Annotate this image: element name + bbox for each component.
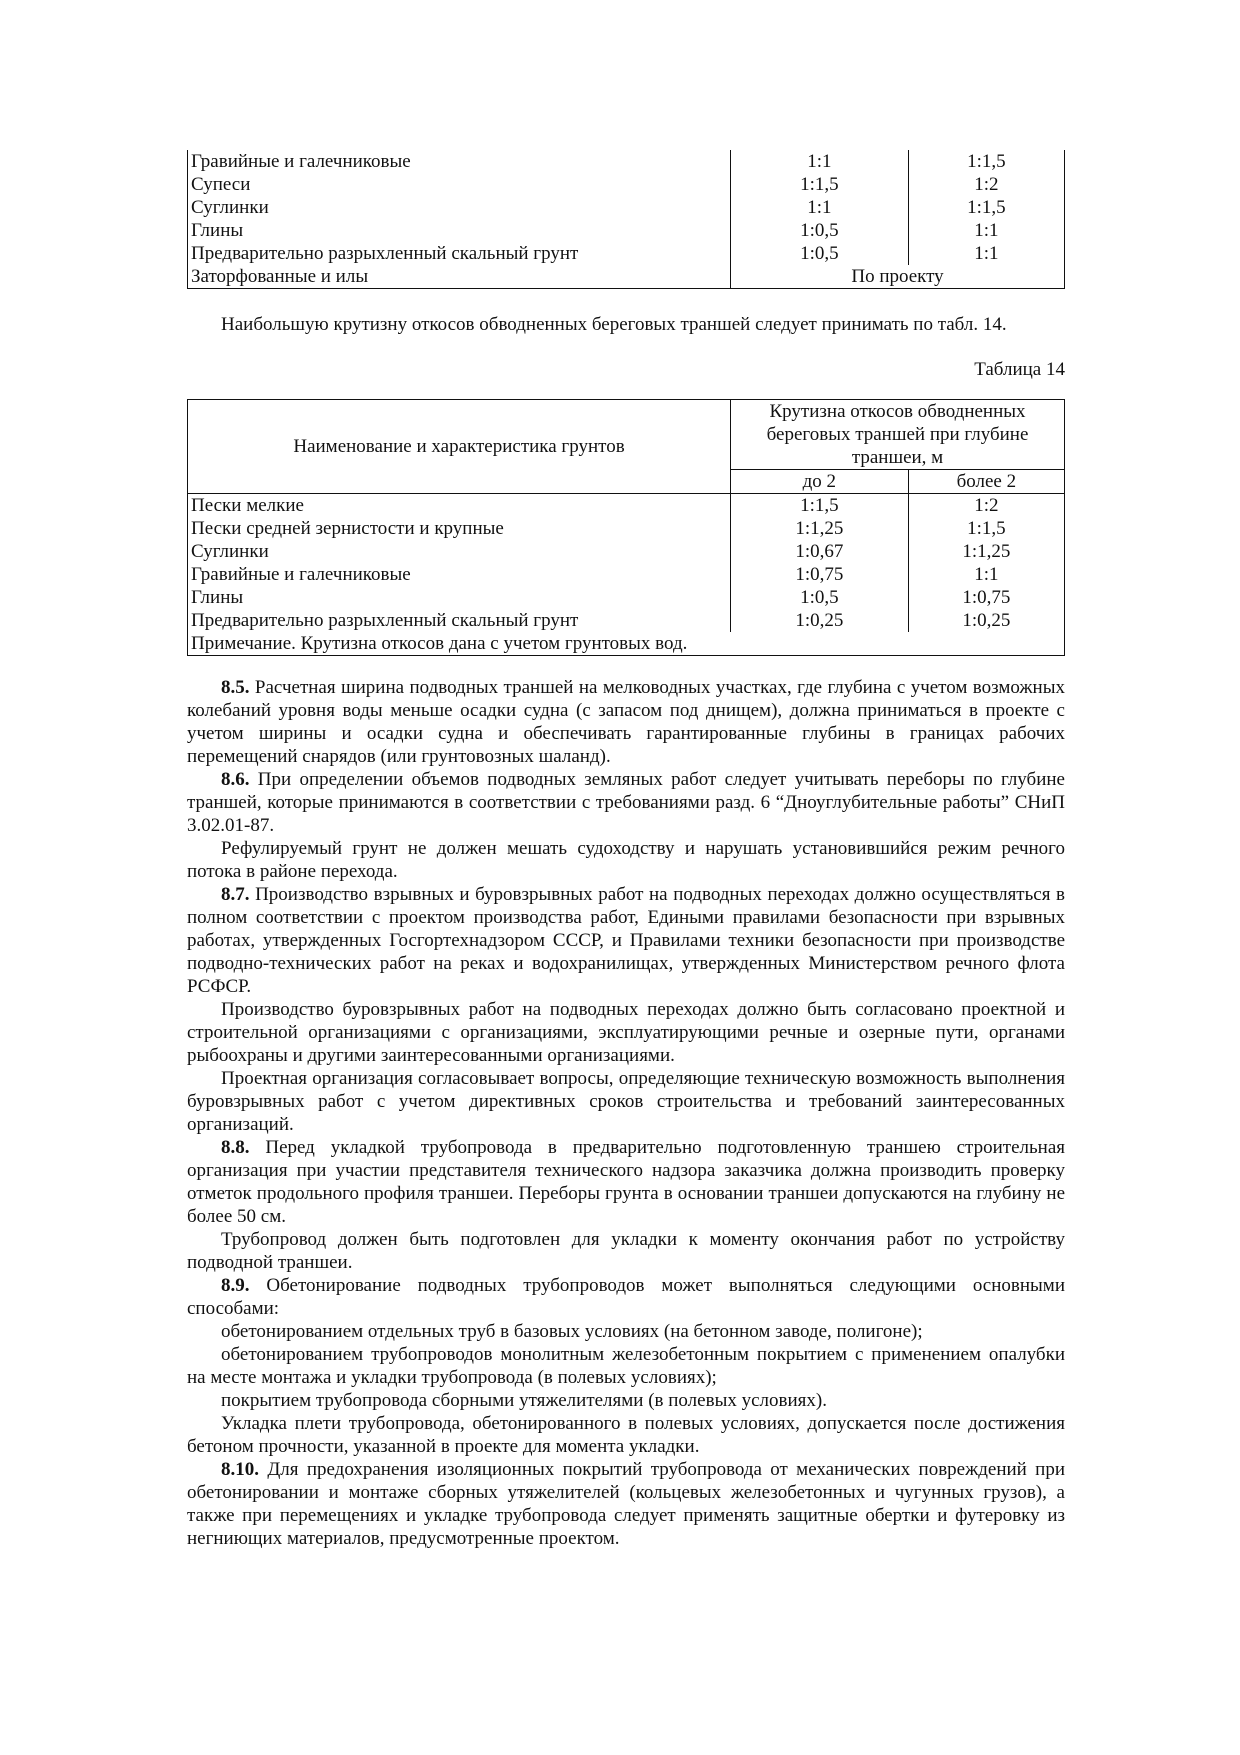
soil-name: Предварительно разрыхленный скальный грунт [188,609,731,632]
soil-name: Гравийные и галечниковые [188,150,731,173]
slope-value: 1:0,5 [731,219,909,242]
paragraph-text: При определении объемов подводных земляных работ следует учитывать переборы по глубине траншей, которые принимаются в соответствии с требованиями разд. 6 “Дноуглубительные работы” СНиП 3.02.01-87. [187,769,1065,836]
slope-value: 1:0,5 [731,586,909,609]
table-row [188,540,1065,563]
table-row [188,609,1065,632]
slope-value: 1:0,75 [908,586,1064,609]
table-14 [187,399,1065,656]
soil-name: Гравийные и галечниковые [188,563,731,586]
paragraph-text: Производство взрывных и буровзрывных работ на подводных переходах должно осуществляться в полном соответствии с проектом производства работ, Едиными правилами безопасности при взрывных работах, утвержденных Госгортехнадзором СССР, и Правилами техники безопасности при производстве подводно-технических работ на реках и водохранилищах, утвержденных Министерством речного флота РСФСР. [187,884,1065,997]
slope-value: 1:1,5 [908,517,1064,540]
slope-value: 1:0,75 [731,563,909,586]
paragraph-text: Расчетная ширина подводных траншей на мелководных участках, где глубина с учетом возможных колебаний уровня воды меньше осадки судна (с запасом под днищем), должна приниматься в проекте с учетом ширины и осадки судна и обеспечивать гарантированные глубины в границах рабочих перемещений снарядов (или грунтовозных шаланд). [187,677,1065,767]
clause-number: 8.10. [221,1459,259,1480]
table-row [188,219,1065,242]
paragraph-8-7 [187,883,1065,998]
paragraph [187,998,1065,1067]
slope-value: 1:1 [908,219,1064,242]
table-row [188,242,1065,265]
slope-value: 1:1,5 [908,196,1064,219]
table-row [188,586,1065,609]
table-row [188,517,1065,540]
slope-value: 1:1 [731,196,909,219]
clause-number: 8.9. [221,1275,250,1296]
table-note-row [188,632,1065,656]
table-note: Примечание. Крутизна откосов дана с учетом грунтовых вод. [188,632,1065,656]
clause-number: 8.5. [221,677,250,698]
body-text [187,676,1065,1550]
paragraph [187,1228,1065,1274]
table-header-row [188,400,1065,470]
paragraph-text: Для предохранения изоляционных покрытий трубопровода от механических повреждений при обетонировании и монтаже сборных утяжелителей (кольцевых железобетонных и чугунных грузов), а также при перемещениях и укладке трубопровода следует применять защитные обертки и футеровку из негниющих материалов, предусмотренные проектом. [187,1459,1065,1549]
paragraph-text: Трубопровод должен быть подготовлен для укладки к моменту окончания работ по устройству подводной траншеи. [187,1229,1065,1273]
table-13-continuation [187,150,1065,289]
paragraph-8-9 [187,1274,1065,1320]
paragraph-8-6 [187,768,1065,837]
paragraph [187,1067,1065,1136]
header-depth-over-2: более 2 [908,470,1064,494]
slope-value: 1:1,5 [731,494,909,518]
slope-value: 1:1 [908,563,1064,586]
soil-name: Предварительно разрыхленный скальный грунт [188,242,731,265]
slope-value: 1:2 [908,173,1064,196]
slope-value: 1:1,5 [908,150,1064,173]
paragraph-8-8 [187,1136,1065,1228]
table-row [188,265,1065,289]
paragraph-text: Проектная организация согласовывает вопросы, определяющие техническую возможность выполнения буровзрывных работ с учетом директивных сроков строительства и требований заинтересованных организаций. [187,1068,1065,1135]
soil-name: Супеси [188,173,731,196]
list-item [187,1343,1065,1389]
header-soil-name: Наименование и характеристика грунтов [188,400,731,494]
clause-number: 8.8. [221,1137,250,1158]
soil-name: Заторфованные и илы [188,265,731,289]
paragraph-8-5 [187,676,1065,768]
paragraph-text: Перед укладкой трубопровода в предварительно подготовленную траншею строительная организация при участии представителя технического надзора заказчика должна производить проверку отметок продольного профиля траншеи. Переборы грунта в основании траншеи допускаются на глубину не более 50 см. [187,1137,1065,1227]
paragraph-text: покрытием трубопровода сборными утяжелителями (в полевых условиях). [221,1390,827,1411]
soil-name: Пески мелкие [188,494,731,518]
soil-name: Суглинки [188,196,731,219]
header-slope-group: Крутизна откосов обводненных береговых траншей при глубине траншеи, м [731,400,1065,470]
paragraph [187,1412,1065,1458]
paragraph-text: Укладка плети трубопровода, обетонированного в полевых условиях, допускается после достижения бетоном прочности, указанной в проекте для момента укладки. [187,1413,1065,1457]
slope-value: 1:0,25 [731,609,909,632]
slope-value: 1:0,25 [908,609,1064,632]
slope-value: 1:1,5 [731,173,909,196]
slope-value: 1:0,5 [731,242,909,265]
table-row [188,173,1065,196]
list-item [187,1320,1065,1343]
paragraph [187,837,1065,883]
slope-value: 1:1,25 [731,517,909,540]
paragraph-text: Производство буровзрывных работ на подводных переходах должно быть согласовано проектной и строительной организациями с организациями, эксплуатирующими речные и озерные пути, органами рыбоохраны и другими заинтересованными организациями. [187,999,1065,1066]
table-row [188,196,1065,219]
clause-number: 8.6. [221,769,250,790]
list-item [187,1389,1065,1412]
slope-value: 1:1 [908,242,1064,265]
table-row [188,563,1065,586]
header-depth-up-to-2: до 2 [731,470,909,494]
table-row [188,150,1065,173]
soil-name: Пески средней зернистости и крупные [188,517,731,540]
soil-name: Суглинки [188,540,731,563]
paragraph-text: Рефулируемый грунт не должен мешать судоходству и нарушать установившийся режим речного потока в районе перехода. [187,838,1065,882]
paragraph-text: обетонированием отдельных труб в базовых условиях (на бетонном заводе, полигоне); [221,1321,923,1342]
merged-slope-value: По проекту [731,265,1065,289]
soil-name: Глины [188,219,731,242]
slope-value: 1:1 [731,150,909,173]
soil-name: Глины [188,586,731,609]
table-caption: Таблица 14 [974,359,1065,380]
slope-value: 1:2 [908,494,1064,518]
paragraph-text: обетонированием трубопроводов монолитным железобетонным покрытием с применением опалубки на месте монтажа и укладки трубопровода (в полевых условиях); [187,1344,1065,1388]
table-row [188,494,1065,518]
slope-value: 1:0,67 [731,540,909,563]
document-page [187,150,1065,1550]
paragraph-text: Обетонирование подводных трубопроводов может выполняться следующими основными способами: [187,1275,1065,1319]
slope-value: 1:1,25 [908,540,1064,563]
paragraph-8-10 [187,1458,1065,1550]
intro-paragraph: Наибольшую крутизну откосов обводненных береговых траншей следует принимать по табл. 14. [221,314,1007,335]
clause-number: 8.7. [221,884,250,905]
